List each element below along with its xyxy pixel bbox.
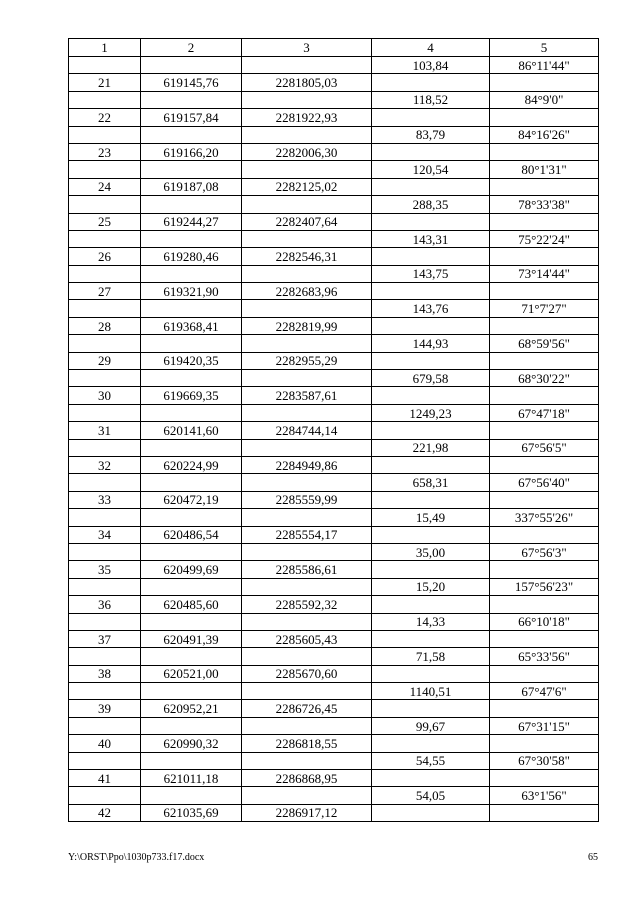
segment-row xyxy=(69,335,599,352)
point-row xyxy=(69,630,599,647)
segment-row xyxy=(69,474,599,491)
point-y: 2284744,14 xyxy=(242,422,372,439)
point-number: 34 xyxy=(69,526,141,543)
point-y: 2285605,43 xyxy=(242,630,372,647)
segment-length: 679,58 xyxy=(372,370,490,387)
segment-angle: 68°30'22" xyxy=(490,370,599,387)
segment-length: 144,93 xyxy=(372,335,490,352)
point-y: 2286818,55 xyxy=(242,735,372,752)
point-number: 32 xyxy=(69,456,141,473)
point-x: 620141,60 xyxy=(141,422,242,439)
segment-row xyxy=(69,370,599,387)
column-header: 3 xyxy=(242,39,372,57)
point-row xyxy=(69,735,599,752)
point-y: 2285559,99 xyxy=(242,491,372,508)
segment-angle: 73°14'44" xyxy=(490,265,599,282)
point-number: 29 xyxy=(69,352,141,369)
point-x: 620491,39 xyxy=(141,630,242,647)
point-row xyxy=(69,352,599,369)
point-number: 42 xyxy=(69,804,141,821)
point-number: 30 xyxy=(69,387,141,404)
point-y: 2282407,64 xyxy=(242,213,372,230)
point-y: 2282955,29 xyxy=(242,352,372,369)
segment-length: 658,31 xyxy=(372,474,490,491)
segment-row xyxy=(69,578,599,595)
segment-length: 83,79 xyxy=(372,126,490,143)
point-x: 619166,20 xyxy=(141,143,242,160)
segment-angle: 67°56'5" xyxy=(490,439,599,456)
point-number: 31 xyxy=(69,422,141,439)
segment-length: 35,00 xyxy=(372,543,490,560)
segment-angle: 66°10'18" xyxy=(490,613,599,630)
point-row xyxy=(69,700,599,717)
segment-row xyxy=(69,787,599,804)
segment-length: 1249,23 xyxy=(372,404,490,421)
point-row xyxy=(69,178,599,195)
segment-length: 143,31 xyxy=(372,230,490,247)
segment-row xyxy=(69,439,599,456)
segment-row xyxy=(69,196,599,213)
segment-length: 54,55 xyxy=(372,752,490,769)
point-y: 2285592,32 xyxy=(242,596,372,613)
segment-row xyxy=(69,509,599,526)
point-x: 619280,46 xyxy=(141,248,242,265)
point-number: 28 xyxy=(69,317,141,334)
point-y: 2285554,17 xyxy=(242,526,372,543)
segment-angle: 71°7'27" xyxy=(490,300,599,317)
point-number: 23 xyxy=(69,143,141,160)
point-x: 621011,18 xyxy=(141,770,242,787)
point-number: 36 xyxy=(69,596,141,613)
point-y: 2282125,02 xyxy=(242,178,372,195)
point-x: 619244,27 xyxy=(141,213,242,230)
point-row xyxy=(69,109,599,126)
point-x: 619420,35 xyxy=(141,352,242,369)
point-y: 2286868,95 xyxy=(242,770,372,787)
point-row xyxy=(69,387,599,404)
segment-length: 71,58 xyxy=(372,648,490,665)
point-y: 2282819,99 xyxy=(242,317,372,334)
column-header: 1 xyxy=(69,39,141,57)
point-number: 37 xyxy=(69,630,141,647)
point-y: 2281922,93 xyxy=(242,109,372,126)
point-row xyxy=(69,770,599,787)
point-number: 41 xyxy=(69,770,141,787)
segment-row xyxy=(69,752,599,769)
segment-angle: 67°56'40" xyxy=(490,474,599,491)
point-x: 621035,69 xyxy=(141,804,242,821)
segment-length: 143,76 xyxy=(372,300,490,317)
point-number: 39 xyxy=(69,700,141,717)
segment-row xyxy=(69,404,599,421)
point-number: 24 xyxy=(69,178,141,195)
segment-length: 288,35 xyxy=(372,196,490,213)
point-number: 26 xyxy=(69,248,141,265)
segment-row xyxy=(69,161,599,178)
segment-angle: 157°56'23" xyxy=(490,578,599,595)
point-row xyxy=(69,526,599,543)
segment-length: 118,52 xyxy=(372,91,490,108)
point-x: 619669,35 xyxy=(141,387,242,404)
segment-angle: 84°16'26" xyxy=(490,126,599,143)
segment-length: 120,54 xyxy=(372,161,490,178)
point-row xyxy=(69,596,599,613)
point-row xyxy=(69,665,599,682)
segment-row xyxy=(69,265,599,282)
point-y: 2282546,31 xyxy=(242,248,372,265)
point-row xyxy=(69,456,599,473)
segment-length: 14,33 xyxy=(372,613,490,630)
segment-angle: 67°47'18" xyxy=(490,404,599,421)
point-x: 620486,54 xyxy=(141,526,242,543)
segment-angle: 65°33'56" xyxy=(490,648,599,665)
column-header: 5 xyxy=(490,39,599,57)
segment-row xyxy=(69,543,599,560)
point-number: 35 xyxy=(69,561,141,578)
segment-length: 15,49 xyxy=(372,509,490,526)
column-header: 2 xyxy=(141,39,242,57)
segment-length: 103,84 xyxy=(372,57,490,74)
point-x: 619145,76 xyxy=(141,74,242,91)
point-number: 40 xyxy=(69,735,141,752)
segment-angle: 75°22'24" xyxy=(490,230,599,247)
point-row xyxy=(69,283,599,300)
point-x: 620485,60 xyxy=(141,596,242,613)
column-header: 4 xyxy=(372,39,490,57)
point-number: 27 xyxy=(69,283,141,300)
table-header-row xyxy=(69,39,599,57)
segment-angle: 84°9'0" xyxy=(490,91,599,108)
point-x: 620952,21 xyxy=(141,700,242,717)
point-y: 2281805,03 xyxy=(242,74,372,91)
segment-length: 1140,51 xyxy=(372,683,490,700)
footer-file-path: Y:\ORST\Ppo\1030p733.f17.docx xyxy=(68,852,205,863)
point-x: 619321,90 xyxy=(141,283,242,300)
point-x: 620521,00 xyxy=(141,665,242,682)
point-y: 2286917,12 xyxy=(242,804,372,821)
segment-angle: 67°47'6" xyxy=(490,683,599,700)
point-y: 2285670,60 xyxy=(242,665,372,682)
footer-page-number: 65 xyxy=(588,852,598,863)
point-row xyxy=(69,491,599,508)
segment-angle: 78°33'38" xyxy=(490,196,599,213)
point-number: 33 xyxy=(69,491,141,508)
segment-row xyxy=(69,91,599,108)
point-number: 25 xyxy=(69,213,141,230)
point-y: 2282006,30 xyxy=(242,143,372,160)
point-x: 619368,41 xyxy=(141,317,242,334)
segment-angle: 67°31'15" xyxy=(490,717,599,734)
segment-angle: 337°55'26" xyxy=(490,509,599,526)
point-x: 620499,69 xyxy=(141,561,242,578)
segment-length: 54,05 xyxy=(372,787,490,804)
point-row xyxy=(69,317,599,334)
point-row xyxy=(69,74,599,91)
point-number: 38 xyxy=(69,665,141,682)
point-row xyxy=(69,143,599,160)
point-y: 2283587,61 xyxy=(242,387,372,404)
segment-row xyxy=(69,683,599,700)
point-row xyxy=(69,213,599,230)
point-y: 2285586,61 xyxy=(242,561,372,578)
point-x: 620224,99 xyxy=(141,456,242,473)
segment-length: 99,67 xyxy=(372,717,490,734)
point-x: 620472,19 xyxy=(141,491,242,508)
segment-angle: 63°1'56" xyxy=(490,787,599,804)
segment-length: 221,98 xyxy=(372,439,490,456)
point-row xyxy=(69,422,599,439)
segment-row xyxy=(69,230,599,247)
segment-angle: 80°1'31" xyxy=(490,161,599,178)
segment-length: 143,75 xyxy=(372,265,490,282)
segment-angle: 67°30'58" xyxy=(490,752,599,769)
segment-angle: 86°11'44" xyxy=(490,57,599,74)
segment-row xyxy=(69,717,599,734)
point-x: 619187,08 xyxy=(141,178,242,195)
point-x: 620990,32 xyxy=(141,735,242,752)
point-number: 21 xyxy=(69,74,141,91)
point-number: 22 xyxy=(69,109,141,126)
segment-angle: 68°59'56" xyxy=(490,335,599,352)
segment-row xyxy=(69,648,599,665)
point-y: 2282683,96 xyxy=(242,283,372,300)
point-row xyxy=(69,804,599,821)
segment-row xyxy=(69,300,599,317)
point-x: 619157,84 xyxy=(141,109,242,126)
point-row xyxy=(69,561,599,578)
segment-angle: 67°56'3" xyxy=(490,543,599,560)
segment-row xyxy=(69,126,599,143)
point-y: 2286726,45 xyxy=(242,700,372,717)
segment-length: 15,20 xyxy=(372,578,490,595)
segment-row xyxy=(69,57,599,74)
point-y: 2284949,86 xyxy=(242,456,372,473)
coordinates-table-body xyxy=(69,39,599,822)
segment-row xyxy=(69,613,599,630)
point-row xyxy=(69,248,599,265)
coordinates-table xyxy=(68,38,599,822)
